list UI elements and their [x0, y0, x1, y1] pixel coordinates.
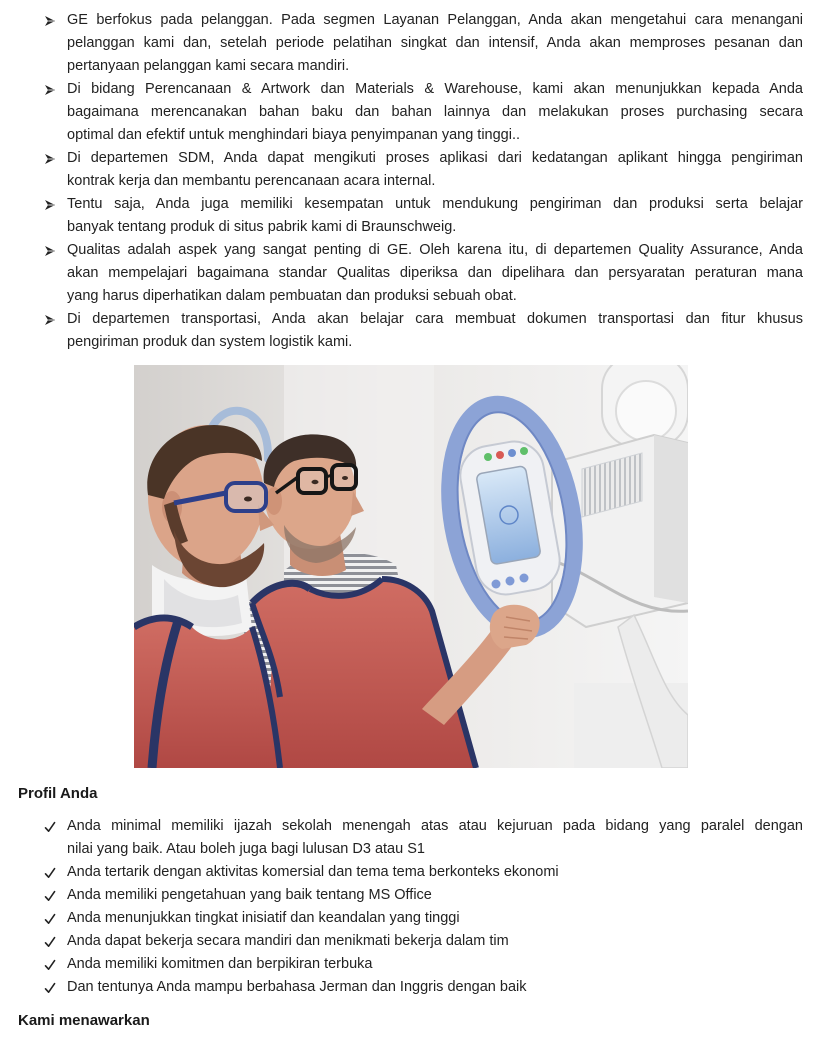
- profile-list: [0, 815, 816, 999]
- arrow-bullet-icon: [44, 199, 56, 211]
- offer-heading: Kami menawarkan: [18, 1011, 150, 1029]
- check-bullet-icon: [44, 890, 56, 902]
- check-bullet-icon: [44, 913, 56, 925]
- arrow-bullet-icon: [44, 314, 56, 326]
- text-line: Di bidang Perencanaan & Artwork dan Materials & Warehouse, kami akan menunjukkan kepada Anda: [67, 80, 803, 97]
- list-item: [0, 907, 816, 930]
- list-item: [0, 9, 816, 78]
- text-line: Di departemen SDM, Anda dapat mengikuti proses aplikasi dari kedatangan aplikant hingga pengiriman: [67, 149, 803, 166]
- text-line: Anda memiliki komitmen dan berpikiran terbuka: [67, 955, 373, 972]
- text-line: pertanyaan pelanggan kami secara mandiri.: [67, 57, 350, 74]
- list-item: [0, 861, 816, 884]
- list-item-text: [67, 308, 803, 354]
- text-line: GE berfokus pada pelanggan. Pada segmen Layanan Pelanggan, Anda akan mengetahui cara menangani: [67, 11, 803, 28]
- list-item: [0, 78, 816, 147]
- list-item: [0, 953, 816, 976]
- text-line: Anda tertarik dengan aktivitas komersial dan tema tema berkonteks ekonomi: [67, 863, 559, 880]
- text-line: banyak tentang produk di situs pabrik kami di Braunschweig.: [67, 218, 457, 235]
- list-item-text: [67, 9, 803, 78]
- text-line: yang harus diperhatikan dalam pembuatan dan produksi sebuah obat.: [67, 287, 517, 304]
- list-item: [0, 976, 816, 999]
- check-bullet-icon: [44, 936, 56, 948]
- list-item-text: [67, 976, 803, 999]
- text-line: Anda dapat bekerja secara mandiri dan menikmati bekerja dalam tim: [67, 932, 509, 949]
- text-line: Dan tentunya Anda mampu berbahasa Jerman dan Inggris dengan baik: [67, 978, 527, 995]
- list-item-text: [67, 239, 803, 308]
- arrow-bullet-icon: [44, 15, 56, 27]
- text-line: bagaimana merencanakan bahan baku dan bahan lainnya dan melakukan proses purchasing secara: [67, 103, 803, 120]
- text-line: Qualitas adalah aspek yang sangat penting di GE. Oleh karena itu, di departemen Quality Assurance, Anda: [67, 241, 803, 258]
- check-bullet-icon: [44, 959, 56, 971]
- text-line: Anda menunjukkan tingkat inisiatif dan keandalan yang tinggi: [67, 909, 460, 926]
- list-item: [0, 308, 816, 354]
- text-line: pelanggan kami dan, setelah periode pelatihan singkat dan intensif, Anda akan memproses pesanan dan: [67, 34, 803, 51]
- profile-heading: Profil Anda: [18, 784, 98, 802]
- list-item: [0, 930, 816, 953]
- text-line: nilai yang baik. Atau boleh juga bagi lulusan D3 atau S1: [67, 840, 425, 857]
- text-line: Anda memiliki pengetahuan yang baik tentang MS Office: [67, 886, 432, 903]
- text-line: akan mempelajari bagaimana standar Qualitas diperiksa dan dipelihara dan persyaratan peraturan mana: [67, 264, 803, 281]
- list-item: [0, 193, 816, 239]
- list-item-text: [67, 907, 803, 930]
- check-bullet-icon: [44, 982, 56, 994]
- list-item-text: [67, 884, 803, 907]
- list-item-text: [67, 930, 803, 953]
- list-item-text: [67, 78, 803, 147]
- arrow-bullet-icon: [44, 245, 56, 257]
- list-item-text: [67, 147, 803, 193]
- text-line: Anda minimal memiliki ijazah sekolah menengah atas atau kejuruan pada bidang yang paralel dengan: [67, 817, 803, 834]
- list-item: [0, 815, 816, 861]
- department-list: [0, 9, 816, 354]
- list-item: [0, 884, 816, 907]
- check-bullet-icon: [44, 867, 56, 879]
- list-item-text: [67, 815, 803, 861]
- arrow-bullet-icon: [44, 153, 56, 165]
- arrow-bullet-icon: [44, 84, 56, 96]
- check-bullet-icon: [44, 821, 56, 833]
- list-item-text: [67, 861, 803, 884]
- training-photo-graphic: [134, 365, 688, 768]
- text-line: Tentu saja, Anda juga memiliki kesempatan untuk mendukung pengiriman dan produksi serta belajar: [67, 195, 803, 212]
- text-line: optimal dan efektif untuk menghindari biaya penyimpanan yang tinggi..: [67, 126, 521, 143]
- list-item-text: [67, 953, 803, 976]
- list-item-text: [67, 193, 803, 239]
- text-line: Di departemen transportasi, Anda akan belajar cara membuat dokumen transportasi dan fitur khusus: [67, 310, 803, 327]
- list-item: [0, 239, 816, 308]
- text-line: pengiriman produk dan system logistik kami.: [67, 333, 353, 350]
- list-item: [0, 147, 816, 193]
- training-photo: [134, 365, 688, 768]
- text-line: kontrak kerja dan membantu perencanaan acara internal.: [67, 172, 436, 189]
